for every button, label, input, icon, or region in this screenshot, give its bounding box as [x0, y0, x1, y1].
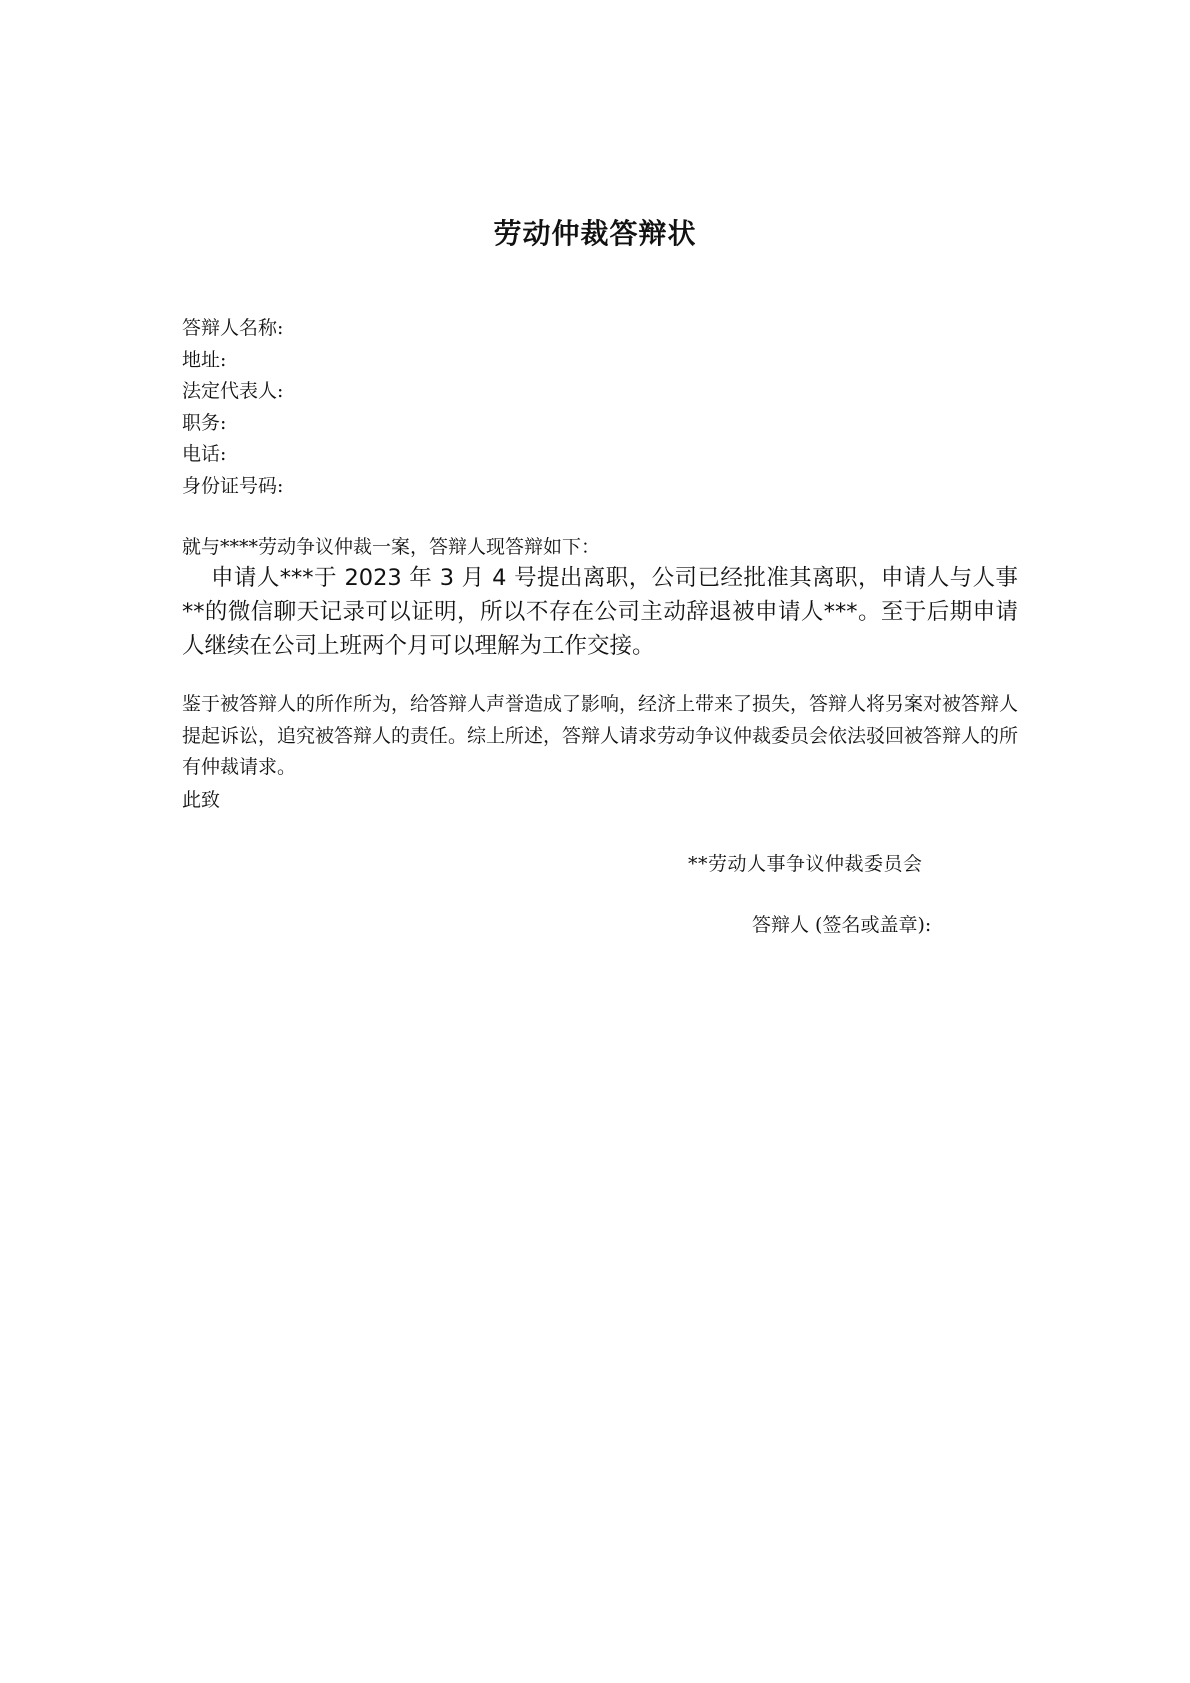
- defense-paragraph-main: 申请人***于 2023 年 3 月 4 号提出离职，公司已经批准其离职，申请人与人事**的微信聊天记录可以证明，所以不存在公司主动辞退被申请人***。至于后期申请人继续在公司上班两个月可以理解为工作交接。: [182, 565, 1018, 659]
- signature-line: 答辩人 (签名或盖章):: [752, 914, 932, 936]
- field-address: 地址:: [182, 348, 227, 371]
- intro-line: 就与****劳动争议仲裁一案，答辩人现答辩如下：: [182, 536, 601, 558]
- field-id-number: 身份证号码:: [182, 474, 284, 497]
- field-position: 职务:: [182, 411, 227, 434]
- committee-name: **劳动人事争议仲裁委员会: [688, 853, 923, 875]
- respondent-info-fields: [182, 313, 283, 502]
- document-title: 劳动仲裁答辩状: [493, 217, 697, 250]
- field-legal-representative: 法定代表人:: [182, 380, 284, 402]
- field-respondent-name: 答辩人名称:: [182, 317, 284, 339]
- salutation: 此致: [182, 789, 221, 811]
- defense-paragraph-conclusion: 鉴于被答辩人的所作所为，给答辩人声誉造成了影响，经济上带来了损失，答辩人将另案对被答辩人提起诉讼，追究被答辩人的责任。综上所述，答辩人请求劳动争议仲裁委员会依法驳回被答辩人的所有仲裁请求。: [182, 693, 1019, 778]
- field-phone: 电话:: [182, 443, 227, 465]
